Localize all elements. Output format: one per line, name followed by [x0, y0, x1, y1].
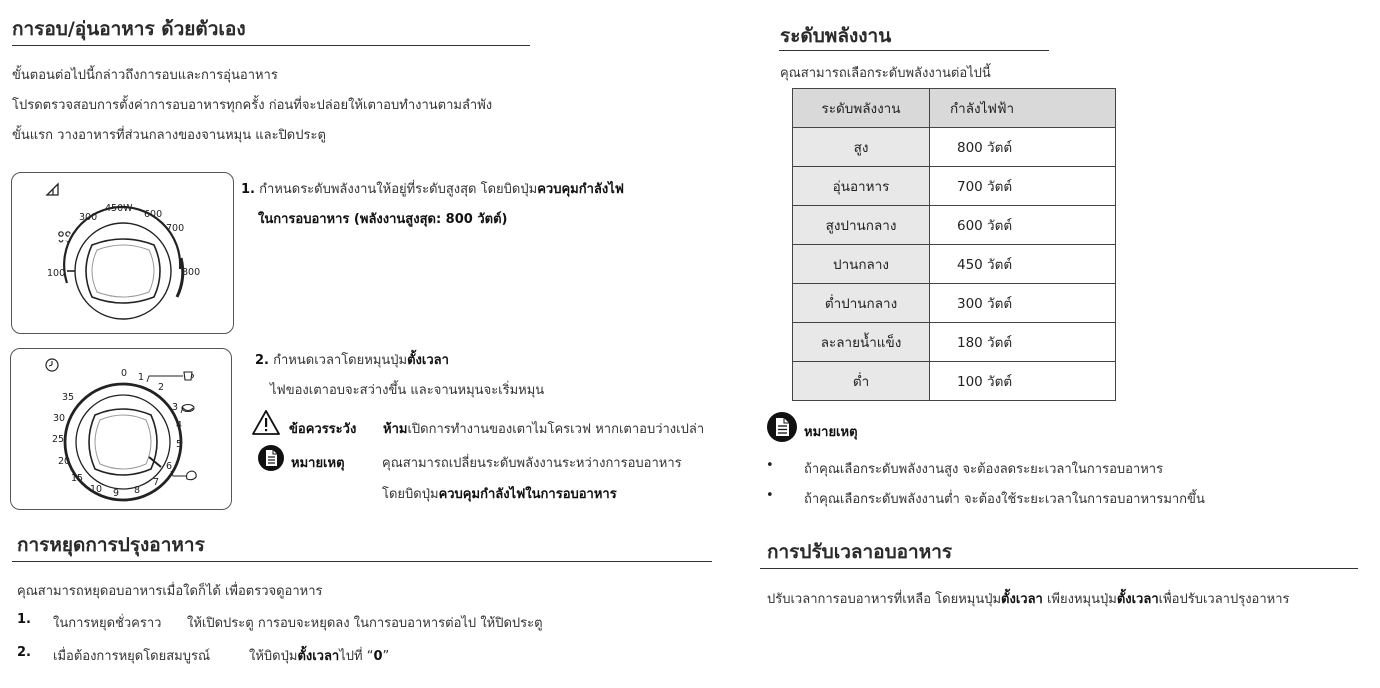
table-row	[793, 362, 1116, 401]
stop-item-2-text	[249, 645, 389, 666]
step-2-line-1	[255, 349, 449, 370]
note-label: หมายเหตุ	[291, 456, 345, 471]
adjust-timer-1: ตั้งเวลา	[1001, 592, 1043, 607]
note-label-right: หมายเหตุ	[804, 425, 858, 440]
intro-line-3: ขั้นแรก วางอาหารที่ส่วนกลางของจานหมุน และปิดประตู	[12, 128, 326, 143]
adjust-heading-rule	[760, 568, 1358, 569]
stop-item-2-number: 2.	[17, 645, 31, 660]
stop-item-1-number: 1.	[17, 612, 31, 627]
power-label-450w: 450W	[105, 203, 133, 214]
power-label-300: 300	[79, 212, 98, 223]
timer-label-0: 0	[121, 368, 128, 379]
adjust-c: เพียงหมุนปุ่ม	[1042, 592, 1117, 607]
timer-label-25: 25	[52, 434, 65, 445]
table-header-power: กำลังไฟฟ้า	[930, 89, 1116, 128]
timer-label-20: 20	[58, 456, 71, 467]
dish-icon	[182, 405, 194, 412]
manual-cooking-heading: การอบ/อุ่นอาหาร ด้วยตัวเอง	[12, 18, 246, 40]
stop-item-1-label: ในการหยุดชั่วคราว	[53, 616, 162, 631]
power-dial-graphic	[12, 173, 233, 333]
table-cell-power: 800 วัตต์	[930, 128, 1116, 167]
table-cell-level: สูงปานกลาง	[793, 206, 930, 245]
caution-label: ข้อควรระวัง	[289, 422, 357, 437]
stop-intro: คุณสามารถหยุดอบอาหารเมื่อใดก็ได้ เพื่อตรวจดูอาหาร	[17, 584, 323, 599]
table-cell-power: 300 วัตต์	[930, 284, 1116, 323]
timer-label-10: 10	[90, 484, 103, 495]
power-dial-illustration	[11, 172, 234, 334]
timer-label-9: 9	[113, 488, 120, 499]
table-cell-power: 700 วัตต์	[930, 167, 1116, 206]
stop-item-2-zero: 0	[373, 649, 383, 664]
table-header-row	[793, 89, 1116, 128]
step-1-line-2: ในการอบอาหาร (พลังงานสูงสุด: 800 วัตต์)	[258, 212, 508, 227]
intro-line-1: ขั้นตอนต่อไปนี้กล่าวถึงการอบและการอุ่นอาหาร	[12, 68, 278, 83]
caution-text	[383, 418, 704, 439]
bullet-dot: •	[766, 458, 774, 473]
step-2-number: 2.	[255, 353, 269, 368]
note-icon	[258, 445, 284, 471]
adjust-time-text	[767, 588, 1290, 609]
stop-item-2-label: เมื่อต้องการหยุดโดยสมบูรณ์	[53, 649, 211, 664]
table-cell-power: 100 วัตต์	[930, 362, 1116, 401]
adjust-time-heading: การปรับเวลาอบอาหาร	[767, 541, 953, 563]
stop-item-2-to: ไปที่ “	[339, 649, 374, 664]
power-label-100: 100	[47, 268, 66, 279]
step-1-text: กำหนดระดับพลังงานให้อยู่ที่ระดับสูงสุด โดยบิดปุ่ม	[259, 182, 538, 197]
note-bullet-1: ถ้าคุณเลือกระดับพลังงานสูง จะต้องลดระยะเวลาในการอบอาหาร	[804, 462, 1164, 477]
table-cell-power: 180 วัตต์	[930, 323, 1116, 362]
table-row	[793, 245, 1116, 284]
table-cell-level: สูง	[793, 128, 930, 167]
stop-item-2-a: ให้บิดปุ่ม	[249, 649, 298, 664]
timer-label-8: 8	[134, 485, 141, 496]
bullet-dot: •	[766, 488, 774, 503]
note-power-knob: ควบคุมกำลังไฟในการอบอาหาร	[438, 487, 617, 502]
note-icon-right	[767, 412, 797, 442]
power-intro: คุณสามารถเลือกระดับพลังงานต่อไปนี้	[780, 66, 991, 81]
stop-heading-rule	[12, 561, 712, 562]
table-row	[793, 206, 1116, 245]
note-line-1: คุณสามารถเปลี่ยนระดับพลังงานระหว่างการอบอาหาร	[382, 456, 682, 471]
stop-item-2-timer: ตั้งเวลา	[297, 649, 340, 664]
table-cell-level: ต่ำ	[793, 362, 930, 401]
clock-icon	[46, 359, 58, 371]
timer-dial-illustration	[10, 348, 232, 510]
caution-prohibit: ห้าม	[383, 422, 408, 437]
table-cell-level: อุ่นอาหาร	[793, 167, 930, 206]
adjust-e: เพื่อปรับเวลาปรุงอาหาร	[1158, 592, 1290, 607]
timer-label-4: 4	[176, 420, 183, 431]
intro-line-2: โปรดตรวจสอบการตั้งค่าการอบอาหารทุกครั้ง ก่อนที่จะปล่อยให้เตาอบทำงานตามลำพัง	[12, 98, 493, 113]
table-cell-level: ต่ำปานกลาง	[793, 284, 930, 323]
step-2-line-2: ไฟของเตาอบจะสว่างขึ้น และจานหมุนจะเริ่มหมุน	[270, 383, 545, 398]
table-row	[793, 128, 1116, 167]
caution-body: เปิดการทำงานของเตาไมโครเวฟ หากเตาอบว่างเปล่า	[407, 422, 705, 437]
table-header-level: ระดับพลังงาน	[793, 89, 930, 128]
beverage-icon	[184, 372, 194, 380]
note-line-2	[382, 483, 617, 504]
note-line-2-text: โดยบิดปุ่ม	[382, 487, 439, 502]
power-heading-rule	[779, 50, 1049, 51]
table-cell-level: ปานกลาง	[793, 245, 930, 284]
adjust-timer-2: ตั้งเวลา	[1116, 592, 1159, 607]
meat-icon	[187, 471, 197, 480]
timer-label-5: 5	[176, 439, 183, 450]
table-cell-level: ละลายน้ำแข็ง	[793, 323, 930, 362]
timer-label-35: 35	[62, 392, 75, 403]
stop-cooking-heading: การหยุดการปรุงอาหาร	[17, 534, 205, 556]
heading-rule	[12, 45, 530, 46]
step-1-power-knob: ควบคุมกำลังไฟ	[537, 182, 624, 197]
table-cell-power: 600 วัตต์	[930, 206, 1116, 245]
timer-label-7: 7	[153, 477, 160, 488]
table-cell-power: 450 วัตต์	[930, 245, 1116, 284]
power-levels-heading: ระดับพลังงาน	[780, 25, 892, 47]
power-label-600: 600	[144, 209, 163, 220]
timer-label-6: 6	[166, 461, 173, 472]
timer-label-30: 30	[53, 413, 66, 424]
step-2-text: กำหนดเวลาโดยหมุนปุ่ม	[273, 353, 408, 368]
timer-label-1: 1	[138, 372, 145, 383]
stop-item-1-text: ให้เปิดประตู การอบจะหยุดลง ในการอบอาหารต่อไป ให้ปิดประตู	[187, 616, 543, 631]
warning-icon	[251, 409, 281, 436]
power-level-icon	[47, 184, 58, 195]
step-1-number: 1.	[241, 182, 255, 197]
power-label-700: 700	[166, 223, 185, 234]
step-1-line-1	[241, 178, 624, 199]
timer-label-2: 2	[158, 382, 165, 393]
power-level-table	[792, 88, 1116, 401]
timer-label-15: 15	[71, 473, 84, 484]
adjust-a: ปรับเวลาการอบอาหารที่เหลือ โดยหมุนปุ่ม	[767, 592, 1002, 607]
table-row	[793, 167, 1116, 206]
timer-label-3: 3	[172, 402, 179, 413]
note-bullet-2: ถ้าคุณเลือกระดับพลังงานต่ำ จะต้องใช้ระยะเวลาในการอบอาหารมากขึ้น	[804, 492, 1205, 507]
stop-item-2-close: ”	[382, 649, 390, 664]
table-row	[793, 284, 1116, 323]
power-label-800: 800	[182, 267, 201, 278]
step-2-timer-knob: ตั้งเวลา	[407, 353, 449, 368]
table-row	[793, 323, 1116, 362]
